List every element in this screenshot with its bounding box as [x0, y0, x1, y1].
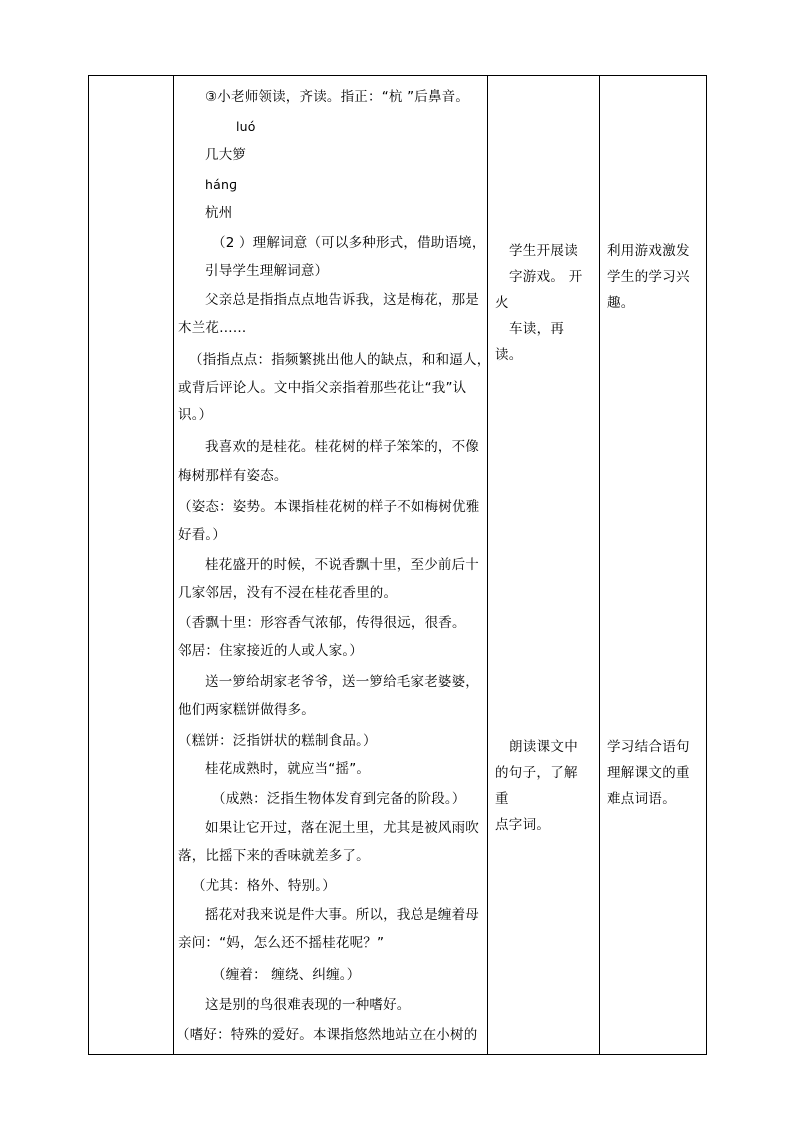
intent-line: 学生的学习兴 — [607, 269, 690, 285]
design-intent-block-1 — [607, 238, 703, 316]
activity-line: 学生开展读 — [509, 243, 578, 259]
design-intent-cell — [600, 76, 706, 1054]
content-line: （缠着： 缠绕、纠缠。） — [212, 967, 361, 983]
activity-line: 的句子，了解重 — [495, 765, 578, 807]
content-line: （嗜好：特殊的爱好。本课指悠然地站立在小树的 — [176, 1027, 478, 1043]
content-line: 杭州 — [205, 205, 233, 221]
content-line: 落，比摇下来的香味就差多了。 — [178, 848, 370, 864]
pinyin-line: hánɡ — [205, 177, 238, 192]
content-line: 几大箩 — [205, 147, 247, 163]
content-line: ③小老师领读，齐读。指正：“杭 ”后鼻音。 — [205, 89, 470, 105]
content-line: （成熟：泛指生物体发育到完备的阶段。） — [212, 791, 466, 807]
intent-line: 趣。 — [607, 295, 635, 311]
student-activity-block-2 — [495, 734, 591, 838]
content-line: 或背后评论人。文中指父亲指着那些花让“我”认 — [178, 380, 467, 396]
content-line: 桂花成熟时，就应当“摇”。 — [205, 761, 371, 777]
content-line: 我喜欢的是桂花。桂花树的样子笨笨的，不像 — [205, 439, 479, 455]
intent-line: 学习结合语句 — [607, 739, 690, 755]
content-line: 亲问：“妈，怎么还不摇桂花呢？” — [178, 935, 385, 951]
pinyin-line: luó — [236, 119, 256, 134]
content-line: （香飘十里：形容香气浓郁，传得很远，很香。 — [178, 615, 466, 631]
activity-line: 车读，再读。 — [495, 321, 565, 363]
content-line: 摇花对我来说是件大事。所以，我总是缠着母 — [205, 907, 479, 923]
content-line: 如果让它开过，落在泥土里，尤其是被风雨吹 — [205, 820, 479, 836]
intent-line: 理解课文的重 — [607, 765, 690, 781]
content-line: 引导学生理解词意） — [205, 263, 329, 279]
teaching-content-cell — [174, 76, 491, 1054]
design-intent-block-2 — [607, 734, 703, 812]
content-line: 梅树那样有姿态。 — [178, 468, 288, 484]
content-line: 父亲总是指指点点地告诉我，这是梅花，那是 — [205, 292, 479, 308]
content-line: （糕饼：泛指饼状的糕制食品。） — [178, 733, 377, 749]
content-line: （2 ）理解词意（可以多种形式，借助语境， — [212, 235, 486, 251]
content-line: 好看。） — [178, 527, 227, 543]
content-line: 木兰花…… — [178, 320, 247, 336]
content-line: （尤其：格外、特别。） — [192, 878, 336, 894]
content-line: （指指点点：指频繁挑出他人的缺点，和和逼人， — [189, 352, 491, 368]
content-line: 识。） — [178, 407, 213, 423]
intent-line: 利用游戏激发 — [607, 243, 690, 259]
student-activity-block-1 — [495, 238, 591, 368]
content-line: 送一箩给胡家老爷爷，送一箩给毛家老婆婆， — [205, 674, 479, 690]
content-line: 这是别的鸟很难表现的一种嗜好。 — [205, 997, 411, 1013]
activity-line: 字游戏。 开火 — [495, 269, 583, 311]
activity-line: 朗读课文中 — [509, 739, 578, 755]
lesson-table — [88, 75, 707, 1055]
intent-line: 难点词语。 — [607, 791, 676, 807]
content-line: 邻居：住家接近的人或人家。） — [178, 643, 364, 659]
student-activity-cell — [488, 76, 599, 1054]
content-line: （姿态：姿势。本课指桂花树的样子不如梅树优雅 — [178, 499, 480, 515]
activity-line: 点字词。 — [495, 817, 551, 833]
content-line: 他们两家糕饼做得多。 — [178, 702, 315, 718]
content-line: 几家邻居，没有不浸在桂花香里的。 — [178, 585, 398, 601]
content-line: 桂花盛开的时候，不说香飘十里，至少前后十 — [205, 557, 479, 573]
